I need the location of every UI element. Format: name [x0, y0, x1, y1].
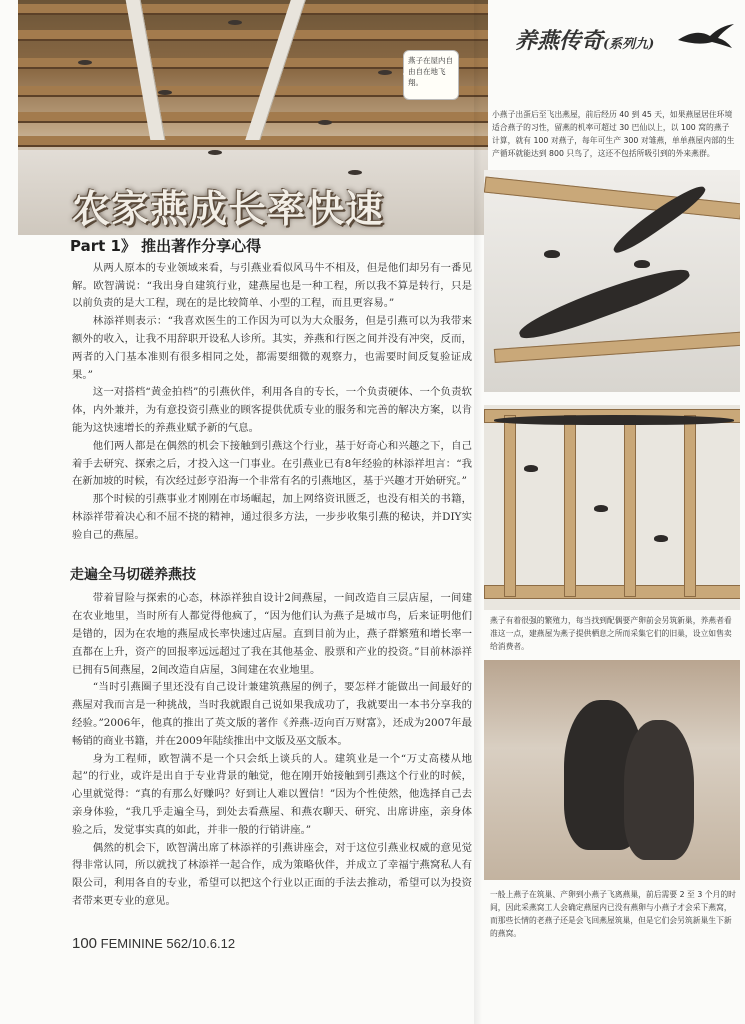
bird-silhouette	[634, 260, 650, 268]
paragraph: “当时引燕圈子里还没有自己设计兼建筑燕屋的例子，要怎样才能做出一间最好的燕屋对我而言是一种挑战，当时我就跟自己说如果我成功了，我就要出一本书分享我的经验。”2006年，他真的推出了英文版的著作《养燕-迈向百万财富》，还成为2007年最畅销的商业书籍，并在2009年陆续推出中文版及巫文版本。	[72, 681, 472, 747]
bird-silhouette	[318, 120, 332, 125]
wood-plank	[484, 177, 740, 220]
roosting-swiftlets-photo	[484, 660, 740, 880]
paragraph: 那个时候的引燕事业才刚刚在市场崛起，加上网络资讯匮乏，也没有相关的书籍，林添祥带着决心和不屈不挠的精神，通过很多方法，一步步收集引燕的秘诀，并DIY实验自己的燕屋。	[72, 493, 472, 541]
photo-caption: 小燕子出蛋后至飞出燕屋，前后经历 40 到 45 天，如果燕屋居住环境适合燕子的习性，留燕的机率可超过 30 巴仙以上，以 100 窝的燕子计算，就有 100 对燕子，每年可生产 300 对雏燕，单单燕屋内部的生产循环就能达到 800 只鸟了，这还不包括所吸引到的外来燕群。	[492, 110, 735, 158]
paragraph: 他们两人都是在偶然的机会下接触到引燕这个行业，基于好奇心和兴趣之下，自己着手去研究、探索之后，才投入这一门事业。在引燕业已有8年经验的林添祥坦言：“我在新加坡的时候，有次经过彭亨沿海一个非常有名的引燕地区，基于兴趣才开始研究。”	[72, 439, 472, 488]
nest-corner-photo	[484, 170, 740, 392]
section2-heading: 走遍全马切磋养燕技	[70, 566, 196, 583]
bird-silhouette	[78, 60, 92, 65]
paragraph: 带着冒险与探索的心态，林添祥独自设计2间燕屋，一间改造自三层店屋，一间建在农业地里，当时所有人都觉得他疯了，“因为他们认为燕子是城市鸟，后来证明他们是错的，因为在农地的燕屋成长率快速过店屋。直到目前为止，燕子群繁殖和增长率一直都在上升，资产的回报率远远超过了我在其他基金、股票和产业的投资。”目前林添祥已拥有5间燕屋，2间改造自店屋，3间建在农业地里。	[72, 592, 472, 676]
wood-post	[564, 415, 576, 597]
wood-plank	[484, 585, 740, 599]
page-number: 100	[72, 935, 98, 952]
series-title	[515, 24, 654, 55]
page-footer	[72, 935, 235, 952]
bird-silhouette	[348, 170, 362, 175]
photo-caption: 燕子有着很强的繁殖力，每当找到配偶要产卵前会另筑新巢，养燕者看准这一点，建燕屋为燕子提供栖息之所而采集它们的旧巢，设立如售卖给消费者。	[490, 616, 732, 651]
bird-cluster	[515, 260, 693, 346]
wood-post	[624, 415, 636, 597]
photo-caption: 一般上燕子在筑巢、产卵到小燕子飞离燕巢，前后需要 2 至 3 个月的时间，因此采燕窝工人会确定燕屋内已没有燕卵与小燕子才会采下燕窝，而那些长情的老燕子还是会飞回燕屋筑巢，但是它们会另筑新巢生下新的燕窝。	[490, 890, 736, 938]
bird-cluster	[494, 415, 734, 425]
page-gutter	[474, 0, 482, 1024]
roof-beam	[18, 30, 488, 41]
bird-silhouette	[158, 90, 172, 95]
bird-silhouette	[208, 150, 222, 155]
magazine-issue: FEMININE 562	[100, 936, 189, 951]
series-title-sub: (系列九)	[603, 37, 655, 52]
paragraph: 从两人原本的专业领域来看，与引燕业看似风马牛不相及，但是他们却另有一番见解。欧智满说：“我出身自建筑行业，建燕屋也是一种工程，所以我不算是转行，只是以前负责的是大工程，现在的是比较简单、小型的工程，而且更容易。”	[72, 261, 472, 310]
paragraph: 身为工程师，欧智满不是一个只会纸上谈兵的人。建筑业是一个“万丈高楼从地起”的行业，或许是出自于专业背景的触觉，他在刚开始接触到引燕这个行业的时候，心里就觉得：“真的有那么好赚吗？好到让人难以置信！”因为个性使然，他选择自己去亲身体验，“我几乎走遍全马，到处去看燕屋、和燕农聊天、研究、出席讲座，亲身体验之后，发觉事实真的如此，并非一般的行销讲座。”	[72, 752, 472, 836]
swallow-logo-icon	[676, 22, 736, 52]
swiftlet	[624, 720, 694, 860]
bird-silhouette	[524, 465, 538, 472]
issue-date: /10.6.12	[188, 936, 236, 951]
series-title-main: 养燕传奇	[515, 28, 604, 54]
bird-silhouette	[544, 250, 560, 258]
paragraph: 偶然的机会下，欧智满出席了林添祥的引燕讲座会，对于这位引燕业权威的意见觉得非常认同，所以就找了林添祥一起合作，成为策略伙伴，并成立了幸福宁燕窝私人有限公司，利用各自的专业，希望可以把这个行业以正面的手法去推动，希望可以为投资者带来更专业的意见。	[72, 841, 472, 907]
nest-frame-photo	[484, 405, 740, 610]
photo-callout: 燕子在屋内自由自在地飞翔。	[403, 50, 459, 100]
part1-heading: Part 1》 推出著作分享心得	[70, 237, 262, 255]
paragraph: 这一对搭档“黄金拍档”的引燕伙伴，利用各自的专长，一个负责硬体、一个负责软体，内外兼并，为有意投资引燕业的顾客提供优质专业的服务和完善的解决方案，以肯能为这快速增长的养燕业赋予新的气息。	[72, 386, 472, 434]
bird-silhouette	[378, 70, 392, 75]
wood-post	[504, 415, 516, 597]
bird-silhouette	[654, 535, 668, 542]
wood-post	[684, 415, 696, 597]
roof-beam	[18, 4, 488, 15]
article-title: 农家燕成长率快速	[72, 187, 385, 231]
bird-silhouette	[228, 20, 242, 25]
paragraph: 林添祥则表示：“我喜欢医生的工作因为可以为大众服务，但是引燕可以为我带来额外的收入，让我不用辞职开设私人诊所。其实，养燕和行医之间并没有冲突，反而，两者的入门基本准则有很多相同之处，都需要细微的观察力，也需要时间反复验证成果。”	[72, 315, 472, 381]
bird-silhouette	[594, 505, 608, 512]
article-body	[72, 238, 472, 911]
